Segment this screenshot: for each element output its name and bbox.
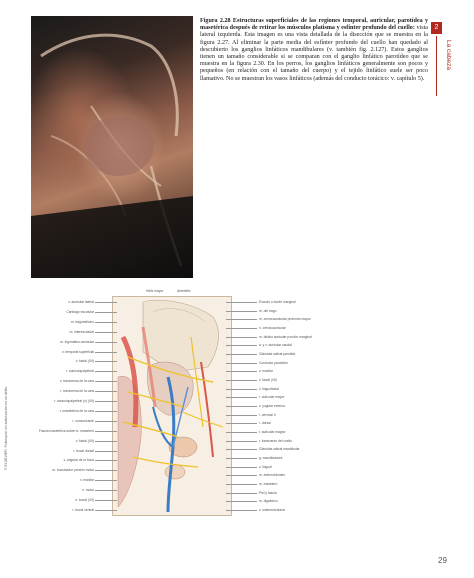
diagram-label-right: m. cervicoauricular profundo mayor [259,317,311,322]
chapter-divider [436,36,437,96]
dissection-photo [31,16,193,278]
caption-title: Figura 2.28 Estructuras superficiales de las regiones temporal, auricular, parotídea y masetérica después de retirar los músculos platisma y esfínter profundo del cuello: [200,18,428,32]
diagram-label-right: v. lingual [259,464,272,469]
diagram-label-left: v. auricular lateral [68,300,94,304]
diagram-label-left: r. masetérica de la cara [59,408,94,413]
diagram-label-right: v. maxilar [259,369,273,374]
diagram-label-right: a. y v. auricular caudal [259,343,292,348]
diagram-label-left: r. transversa de la cara [60,389,94,394]
diagram-label-right: r. transverso del cuello [259,438,292,443]
diagram-label-left: v. facial (VII) [75,359,94,364]
figure-caption [200,18,428,83]
diagram-label-left: m. buccinador porción molar [52,468,94,473]
copyright-notice: © ELSEVIER. Fotocopiar sin autorización es un delito. [4,385,8,470]
diagram-label-left: r. bucal ventral [72,508,94,512]
page-number: 29 [438,556,447,565]
diagram-label-left: v. temporal superficial [62,349,94,354]
diagram-label-left: Cartílago escutular [66,309,94,314]
diagram-top-label: Antehélix [177,289,191,293]
diagram-label-right: g. mandibulares [259,456,283,460]
diagram-top-label: Hélix mayor [146,289,164,293]
diagram-label-right: v. facial (VII) [259,378,278,382]
diagram-label-right: m. masetero [259,482,278,486]
diagram-label-left: m. tragohelicino [70,319,94,324]
diagram-label-left: r. auriculopalpebral (v) (VII) [54,399,94,404]
diagram-label-left: n. molar [82,488,94,493]
chapter-name: La cabeza [445,40,452,70]
diagram-illustration [113,297,231,515]
diagram-label-right: Escudo o borde marginal [259,300,296,304]
diagram-label-left: r. bucal dorsal [73,448,94,453]
diagram-label-left: m. zigomático auricular [60,339,94,344]
diagram-label-right: m. del trago [259,308,277,313]
diagram-label-right: Conducto parotídeo [259,360,288,365]
diagram-label-left: n. bucal (VII) [75,498,94,503]
diagram-label-right: r. auricular magno [259,430,286,434]
diagram-label-right: m. esternohioideo [259,473,286,478]
diagram-label-right: Piel y fascia [259,490,277,495]
diagram-label-left: v. maxilar [80,478,94,483]
diagram-label-right: Glándula salival mandibular [259,447,300,452]
diagram-label-left: m. interescutular [69,329,94,334]
diagram-label-right: r. auricular mayor [259,395,285,400]
diagram-label-right: v. yugular externa [259,404,285,408]
diagram-label-right: n. cervicoauricular [259,326,286,330]
diagram-label-right: Glándula salival parótida [259,352,296,356]
diagram-label-left: v. transversa de la cara [59,379,94,384]
dissection-photo-svg [31,16,193,278]
diagram-label-right: m. distico auricular porción marginal [259,334,312,339]
diagram-label-right: m. digástrico [259,499,278,504]
diagram-label-right: v. linguofacial [259,386,279,391]
anatomical-diagram [112,296,232,516]
diagram-label-right: v. submentoniana [259,508,285,512]
diagram-label-left: v. angular de la boca [63,458,94,463]
diagram-label-left: v. facial (VII) [75,438,94,443]
chapter-number-badge: 2 [431,22,442,34]
diagram-label-left: r. auriculopalpebral [66,369,94,374]
diagram-label-left: Fascia masetérica sobre m. masetero [38,428,94,433]
caption-body: vista lateral izquierda. Esta imagen es una vista detallada de la disección que se muestra en la figura 2.27. Al eliminar la parte media del esfínter profundo del cuello han quedado al descubierto los ganglios linfáticos mandibulares (v. también fig. 2.127). Estos ganglios tienen un tamaño considerable si se comparan con el ganglio linfático parotídeo que se muestra en la figura 2.30. En los perros, los ganglios linfáticos generalmente son pocos y pequeños (en relación con el tamaño del cuerpo) y el tejido linfático suele ser poco llamativo. No se muestran los vasos linfáticos (además del conducto torácico: v. capítulo 5). [200,25,428,82]
diagram-label-right: r. dorsal [259,421,271,426]
diagram-label-right: r. cervical II [259,412,276,417]
diagram-label-left: r. comunicante [72,418,94,423]
